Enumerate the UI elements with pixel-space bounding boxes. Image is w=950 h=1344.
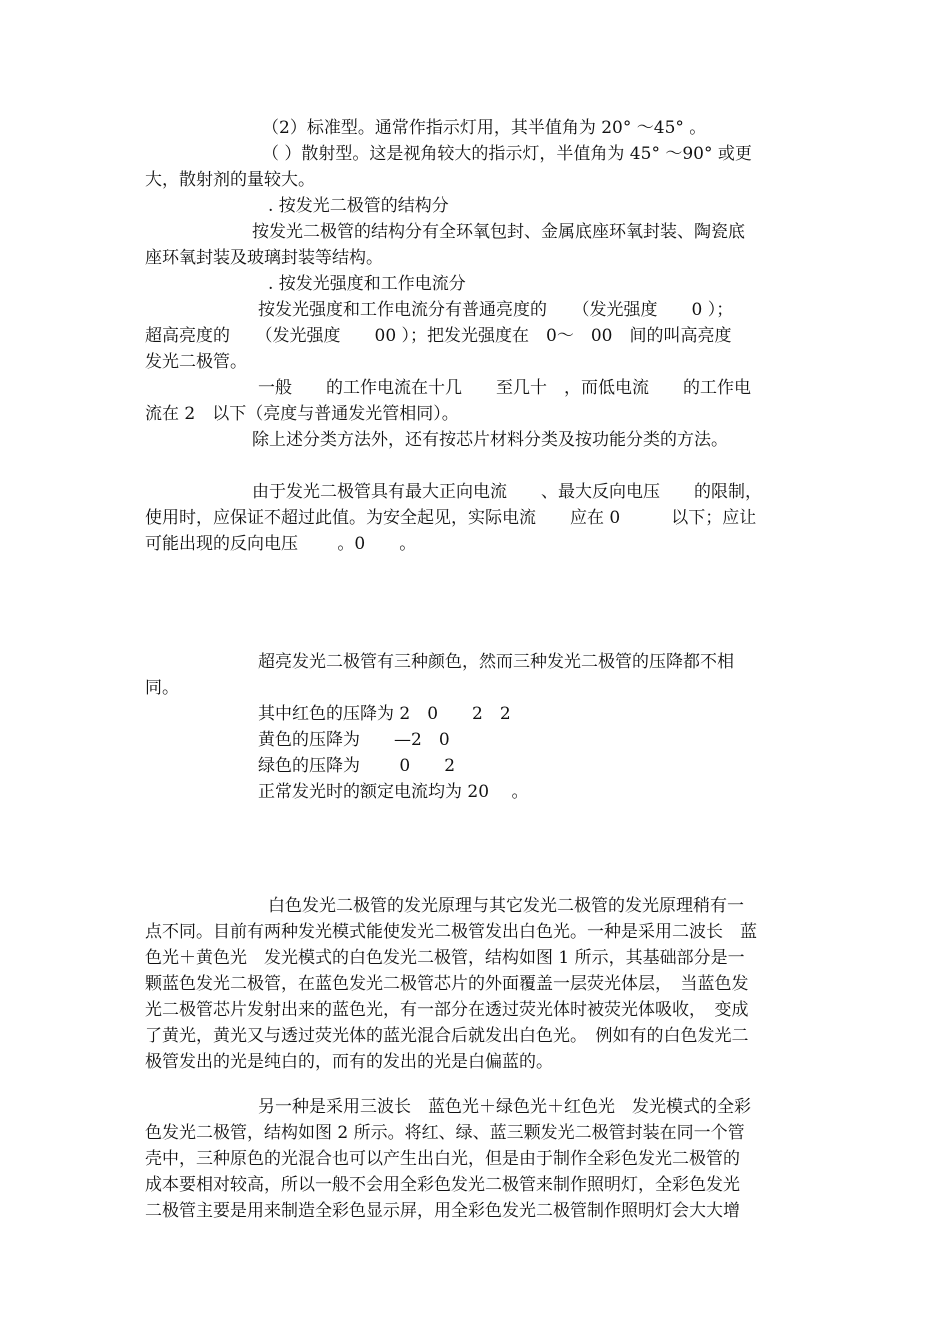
text-line: 成本要相对较高，所以一般不会用全彩色发光二极管来制作照明灯，全彩色发光 [145, 1175, 740, 1195]
text-line: 除上述分类方法外，还有按芯片材料分类及按功能分类的方法。 [252, 430, 728, 450]
text-line: 可能出现的反向电压 。0 。 [145, 534, 417, 554]
text-line: 颗蓝色发光二极管，在蓝色发光二极管芯片的外面覆盖一层荧光体层， 当蓝色发 [145, 974, 749, 994]
text-line: 色发光二极管，结构如图 2 所示。将红、绿、蓝三颗发光二极管封装在同一个管 [145, 1123, 745, 1143]
text-line: 流在 2 以下（亮度与普通发光管相同）。 [145, 404, 459, 424]
text-line: 白色发光二极管的发光原理与其它发光二极管的发光原理稍有一 [268, 896, 744, 916]
text-line: 色光＋黄色光 发光模式的白色发光二极管，结构如图 1 所示，其基础部分是一 [145, 948, 745, 968]
text-line: 使用时，应保证不超过此值。为安全起见，实际电流 应在 0 以下；应让 [145, 508, 757, 528]
section-heading: . 按发光强度和工作电流分 [268, 274, 466, 294]
text-line: 了黄光，黄光又与透过荧光体的蓝光混合后就发出白色光。 例如有的白色发光二 [145, 1026, 749, 1046]
text-line: 绿色的压降为 0 2 [258, 756, 456, 776]
text-line: 超高亮度的 （发光强度 00 ）；把发光强度在 0～ 00 间的叫高亮度 [145, 326, 732, 346]
text-line: 另一种是采用三波长 蓝色光＋绿色光＋红色光 发光模式的全彩 [258, 1097, 751, 1117]
text-line: （2）标准型。通常作指示灯用，其半值角为 20° ～45° 。 [262, 118, 707, 138]
text-line: 发光二极管。 [145, 352, 247, 372]
text-line: 黄色的压降为 —2 0 [258, 730, 450, 750]
text-line: 由于发光二极管具有最大正向电流 、最大反向电压 的限制， [252, 482, 762, 502]
text-line: 一般 的工作电流在十几 至几十 ，而低电流 的工作电 [258, 378, 751, 398]
text-line: 按发光强度和工作电流分有普通亮度的 （发光强度 0 ）； [258, 300, 734, 320]
text-line: 正常发光时的额定电流均为 20 。 [258, 782, 529, 802]
section-heading: . 按发光二极管的结构分 [268, 196, 449, 216]
text-line: 光二极管芯片发射出来的蓝色光，有一部分在透过荧光体时被荧光体吸收， 变成 [145, 1000, 749, 1020]
text-line: 同。 [145, 678, 179, 698]
text-line: （ ）散射型。这是视角较大的指示灯，半值角为 45° ～90° 或更 [262, 144, 752, 164]
text-line: 点不同。目前有两种发光模式能使发光二极管发出白色光。一种是采用二波长 蓝 [145, 922, 757, 942]
text-line: 壳中，三种原色的光混合也可以产生出白光，但是由于制作全彩色发光二极管的 [145, 1149, 740, 1169]
text-line: 超亮发光二极管有三种颜色，然而三种发光二极管的压降都不相 [258, 652, 734, 672]
text-line: 二极管主要是用来制造全彩色显示屏，用全彩色发光二极管制作照明灯会大大增 [145, 1201, 740, 1221]
text-line: 按发光二极管的结构分有全环氧包封、金属底座环氧封装、陶瓷底 [252, 222, 745, 242]
text-line: 大，散射剂的量较大。 [145, 170, 315, 190]
text-line: 极管发出的光是纯白的，而有的发出的光是白偏蓝的。 [145, 1052, 553, 1072]
text-line: 其中红色的压降为 2 0 2 2 [258, 704, 511, 724]
text-line: 座环氧封装及玻璃封装等结构。 [145, 248, 383, 268]
